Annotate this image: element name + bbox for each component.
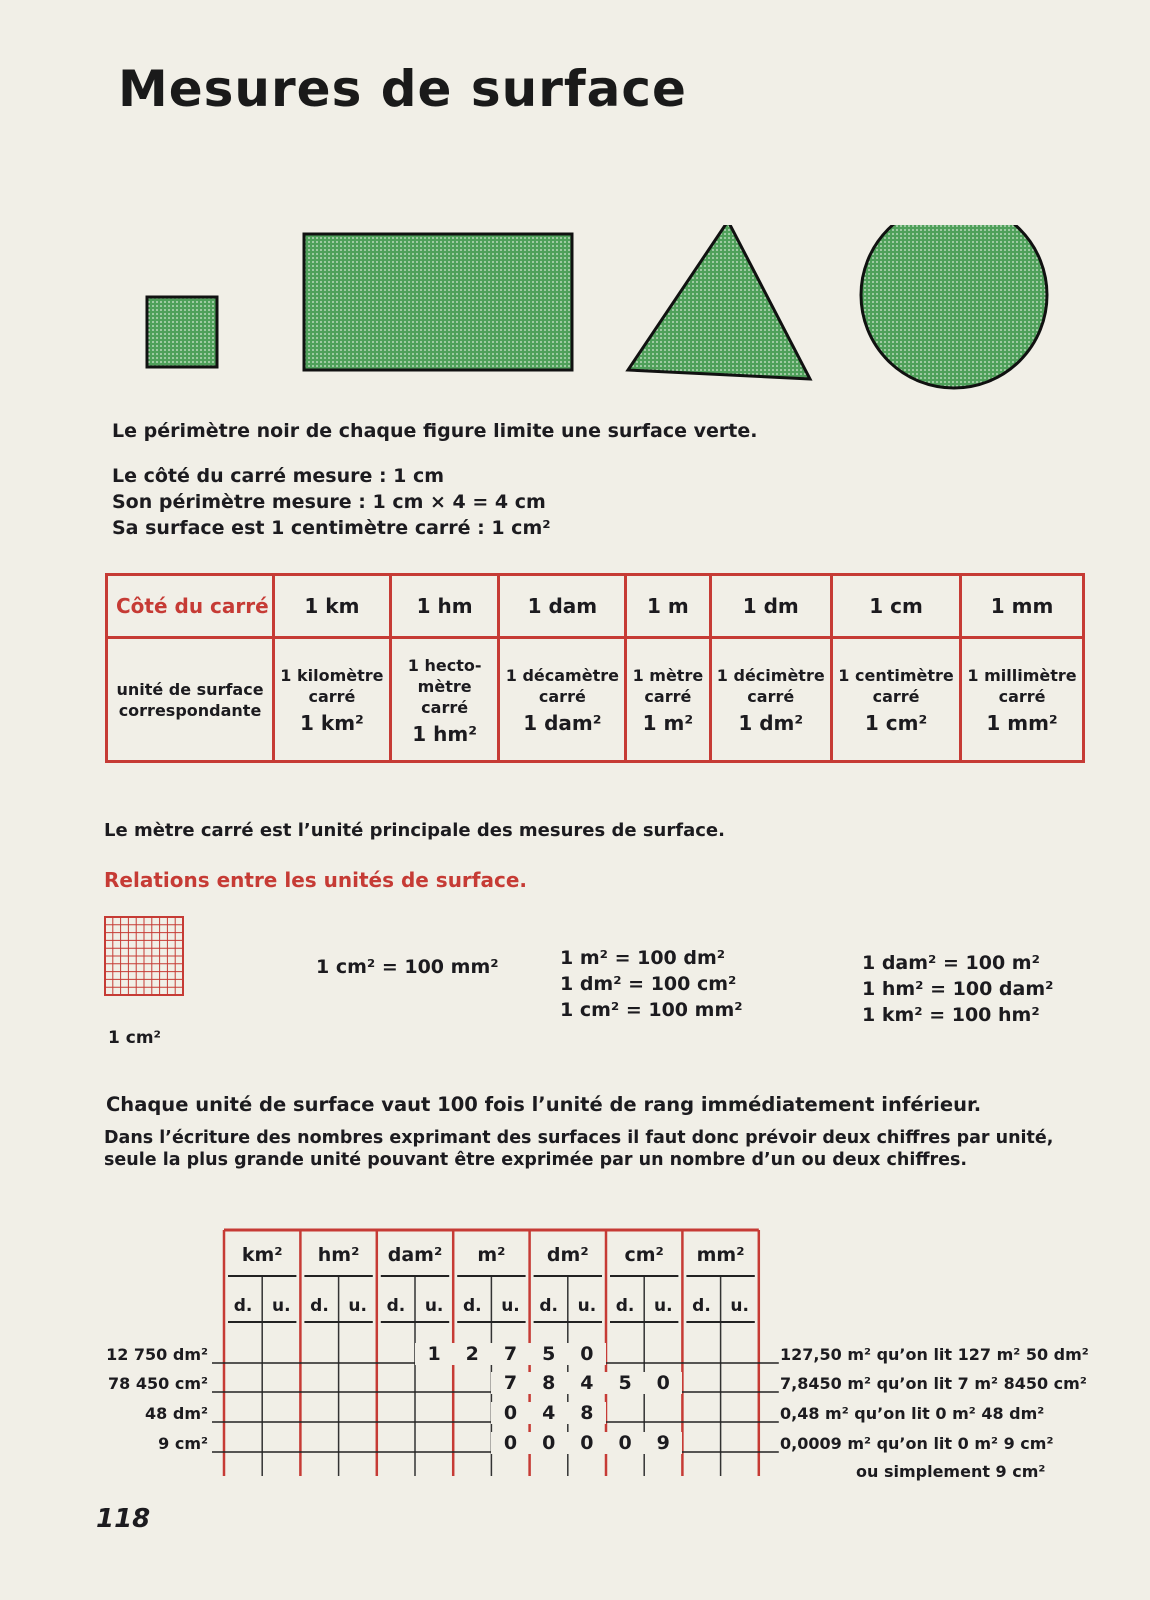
unit-name: 1 décimètre carré: [716, 666, 825, 706]
rule-text: Chaque unité de surface vaut 100 fois l’unité de rang immédiatement inférieur.: [106, 1093, 982, 1116]
side-cell: 1 hm: [390, 575, 499, 638]
digit-cell: 5: [530, 1343, 568, 1365]
row-value-label: 78 450 cm²: [108, 1374, 208, 1393]
relation-single: 1 cm² = 100 mm²: [316, 956, 499, 978]
unit-name: 1 mètre carré: [632, 666, 704, 706]
digit-cell: 0: [606, 1432, 644, 1454]
unit-name: 1 décamètre carré: [505, 666, 619, 706]
unit-name: 1 millimètre carré: [967, 666, 1077, 706]
digit-cell: 2: [453, 1343, 491, 1365]
relation-right-3: 1 km² = 100 hm²: [862, 1004, 1040, 1026]
side-cell: 1 cm: [832, 575, 961, 638]
unit-name: 1 hecto-mètre carré: [407, 655, 482, 717]
unit-table: [105, 573, 1085, 763]
row-value-label: 48 dm²: [145, 1404, 208, 1423]
unit-cell: [832, 638, 961, 762]
subcolumn-header: d.: [539, 1296, 558, 1316]
principal-unit-text: Le mètre carré est l’unité principale des mesures de surface.: [104, 820, 725, 841]
side-cell: 1 km: [274, 575, 391, 638]
geometric-figures: [140, 225, 1060, 390]
rectangle-shape: [304, 234, 572, 370]
unit-cell: [499, 638, 626, 762]
digit-cell: 9: [644, 1432, 682, 1454]
page-title: Mesures de surface: [118, 60, 687, 118]
subcolumn-header: u.: [272, 1296, 291, 1316]
unit-header: dm²: [546, 1244, 589, 1266]
relation-middle-2: 1 dm² = 100 cm²: [560, 973, 737, 995]
row-value-label: 12 750 dm²: [106, 1345, 208, 1364]
subcolumn-header: d.: [692, 1296, 711, 1316]
unit-symbol: 1 dam²: [523, 711, 602, 735]
digit-cell: 4: [530, 1402, 568, 1424]
unit-symbol: 1 mm²: [986, 711, 1058, 735]
page-number: 118: [96, 1504, 151, 1534]
side-cell: 1 mm: [961, 575, 1084, 638]
digit-cell: 1: [415, 1343, 453, 1365]
subcolumn-header: u.: [501, 1296, 520, 1316]
unit-symbol: 1 cm²: [864, 711, 928, 735]
unit-header: km²: [241, 1244, 283, 1266]
triangle-shape: [628, 225, 810, 379]
digit-cell: 0: [644, 1372, 682, 1394]
unit-symbol: 1 hm²: [412, 721, 477, 746]
row-value-label: 9 cm²: [158, 1434, 208, 1453]
cm2-grid-icon: [104, 916, 184, 996]
subcolumn-header: u.: [654, 1296, 673, 1316]
intro-line-3: Son périmètre mesure : 1 cm × 4 = 4 cm: [112, 491, 546, 513]
unit-cell: [626, 638, 710, 762]
subcolumn-header: u.: [424, 1296, 444, 1316]
square-shape: [147, 297, 217, 367]
intro-line-4: Sa surface est 1 centimètre carré : 1 cm²: [112, 517, 551, 539]
unit-header: hm²: [317, 1244, 360, 1266]
relation-middle-3: 1 cm² = 100 mm²: [560, 999, 743, 1021]
intro-line-2: Le côté du carré mesure : 1 cm: [112, 465, 445, 487]
unit-symbol: 1 km²: [300, 711, 364, 735]
subcolumn-header: d.: [233, 1296, 253, 1316]
subcolumn-header: u.: [348, 1296, 367, 1316]
unit-symbol: 1 dm²: [738, 711, 804, 735]
digit-cell: 0: [491, 1432, 529, 1454]
subcolumn-header: d.: [310, 1296, 329, 1316]
unit-name: 1 kilomètre carré: [280, 666, 384, 706]
subcolumn-header: u.: [577, 1296, 597, 1316]
digit-cell: 4: [568, 1372, 606, 1394]
digit-cell: 0: [568, 1343, 606, 1365]
unit-header: cm²: [624, 1244, 664, 1266]
unit-cell: [961, 638, 1084, 762]
relation-right-2: 1 hm² = 100 dam²: [862, 978, 1054, 1000]
circle-shape: [861, 225, 1047, 388]
unit-header: dam²: [387, 1244, 443, 1266]
subcolumn-header: d.: [462, 1296, 482, 1316]
unit-cell: [710, 638, 832, 762]
digit-cell: 8: [568, 1402, 606, 1424]
relation-middle-1: 1 m² = 100 dm²: [560, 947, 726, 969]
grid-label: 1 cm²: [108, 1028, 161, 1048]
unit-cell: [274, 638, 391, 762]
side-cell: 1 dam: [499, 575, 626, 638]
row-label-unite: unité de surface correspondante: [107, 638, 274, 762]
explanation-text: Dans l’écriture des nombres exprimant des surfaces il faut donc prévoir deux chiffres par unité, seule la plus grande unité pouvant être exprimée par un nombre d’un ou deux chiffres.: [104, 1128, 1054, 1170]
row-result: 0,48 m² qu’on lit 0 m² 48 dm²: [780, 1404, 1045, 1423]
digit-cell: 0: [491, 1402, 529, 1424]
subcolumn-header: d.: [386, 1296, 406, 1316]
subcolumn-header: u.: [730, 1296, 749, 1316]
row-result: 7,8450 m² qu’on lit 7 m² 8450 cm²: [780, 1374, 1087, 1393]
digit-cell: 5: [606, 1372, 644, 1394]
digit-cell: 7: [491, 1343, 529, 1365]
side-cell: 1 m: [626, 575, 710, 638]
header-cote-du-carre: Côté du carré: [107, 575, 274, 638]
side-cell: 1 dm: [710, 575, 832, 638]
unit-header: mm²: [696, 1244, 745, 1266]
digit-cell: 0: [568, 1432, 606, 1454]
digit-cell: 8: [530, 1372, 568, 1394]
unit-cell: [390, 638, 499, 762]
row-result: 127,50 m² qu’on lit 127 m² 50 dm²: [780, 1345, 1089, 1364]
unit-symbol: 1 m²: [642, 711, 694, 735]
unit-header: m²: [477, 1244, 506, 1266]
row-result: 0,0009 m² qu’on lit 0 m² 9 cm²: [780, 1434, 1054, 1453]
digit-cell: 7: [491, 1372, 529, 1394]
intro-line-1: Le périmètre noir de chaque figure limite une surface verte.: [112, 420, 758, 442]
relation-right-1: 1 dam² = 100 m²: [862, 952, 1040, 974]
subcolumn-header: d.: [615, 1296, 635, 1316]
unit-name: 1 centimètre carré: [838, 666, 954, 706]
relations-heading: Relations entre les unités de surface.: [104, 868, 528, 892]
row-result-note: ou simplement 9 cm²: [856, 1462, 1046, 1481]
digit-cell: 0: [530, 1432, 568, 1454]
